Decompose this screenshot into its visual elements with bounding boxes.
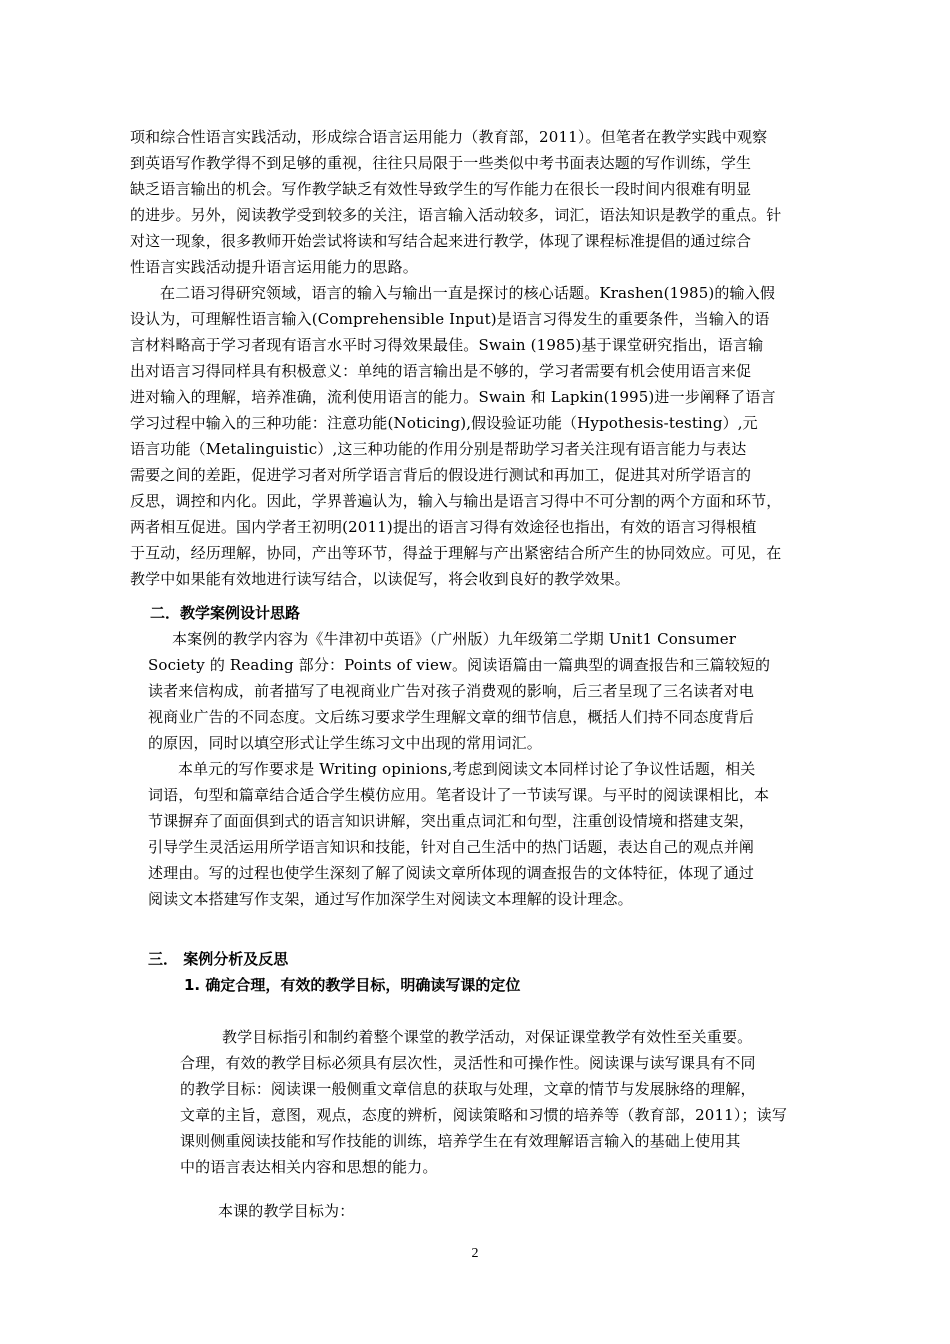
body-text-line: 阅读文本搭建写作支架，通过写作加深学生对阅读文本理解的设计理念。 [148,890,633,908]
body-text-line: 进对输入的理解，培养准确，流利使用语言的能力。Swain 和 Lapkin(1995)进一步阐释了语言 [130,388,776,406]
body-text-line: 语言功能（Metalinguistic）,这三种功能的作用分别是帮助学习者关注现有语言能力与表达 [130,440,747,458]
body-text-line: 合理，有效的教学目标必须具有层次性，灵活性和可操作性。阅读课与读写课具有不同 [180,1054,756,1072]
body-text-line: 出对语言习得同样具有积极意义：单纯的语言输出是不够的，学习者需要有机会使用语言来促 [130,362,752,380]
body-text-line: 视商业广告的不同态度。文后练习要求学生理解文章的细节信息，概括人们持不同态度背后 [148,708,755,726]
body-text-line: 本课的教学目标为： [218,1202,355,1220]
body-text-line: 需要之间的差距，促进学习者对所学语言背后的假设进行测试和再加工，促进其对所学语言的 [130,466,752,484]
body-text-line: 文章的主旨，意图，观点，态度的辨析，阅读策略和习惯的培养等（教育部，2011）；读写 [180,1106,787,1124]
body-text-line: 的原因，同时以填空形式让学生练习文中出现的常用词汇。 [148,734,542,752]
body-text-line: 本单元的写作要求是 Writing opinions,考虑到阅读文本同样讨论了争议性话题，相关 [178,760,756,778]
body-text-line: 缺乏语言输出的机会。写作教学缺乏有效性导致学生的写作能力在很长一段时间内很难有明显 [130,180,752,198]
body-text-line: 本案例的教学内容为《牛津初中英语》（广州版）九年级第二学期 Unit1 Consumer [172,630,737,648]
body-text-line: 项和综合性语言实践活动，形成综合语言运用能力（教育部，2011）。但笔者在教学实践中观察 [130,128,768,146]
body-text-line: 教学中如果能有效地进行读写结合，以读促写，将会收到良好的教学效果。 [130,570,630,588]
body-text-line: 课则侧重阅读技能和写作技能的训练，培养学生在有效理解语言输入的基础上使用其 [180,1132,741,1150]
body-text-line: 言材料略高于学习者现有语言水平时习得效果最佳。Swain (1985)基于课堂研究指出，语言输 [130,336,764,354]
body-text-line: 引导学生灵活运用所学语言知识和技能，针对自己生活中的热门话题，表达自己的观点并阐 [148,838,755,856]
body-text-line: Society 的 Reading 部分：Points of view。阅读语篇由一篇典型的调查报告和三篇较短的 [148,656,771,674]
body-text-line: 中的语言表达相关内容和思想的能力。 [180,1158,438,1176]
body-text-line: 读者来信构成，前者描写了电视商业广告对孩子消费观的影响，后三者呈现了三名读者对电 [148,682,755,700]
body-text-line: 词语，句型和篇章结合适合学生模仿应用。笔者设计了一节读写课。与平时的阅读课相比，本 [148,786,770,804]
body-text-line: 对这一现象，很多教师开始尝试将读和写结合起来进行教学，体现了课程标准提倡的通过综合 [130,232,752,250]
body-text-line: 在二语习得研究领域，语言的输入与输出一直是探讨的核心话题。Krashen(1985)的输入假 [160,284,775,302]
body-text-line: 述理由。写的过程也使学生深刻了解了阅读文章所体现的调查报告的文体特征，体现了通过 [148,864,755,882]
page-number: 2 [471,1246,479,1261]
body-text-line: 到英语写作教学得不到足够的重视，往往只局限于一些类似中考书面表达题的写作训练，学生 [130,154,752,172]
body-text-line: 教学目标指引和制约着整个课堂的教学活动，对保证课堂教学有效性至关重要。 [222,1028,753,1046]
section-heading: 三． 案例分析及反思 [148,950,289,968]
body-text-line: 节课摒弃了面面俱到式的语言知识讲解，突出重点词汇和句型，注重创设情境和搭建支架， [148,812,755,830]
subsection-heading: 1. 确定合理，有效的教学目标，明确读写课的定位 [184,976,521,994]
body-text-line: 学习过程中输入的三种功能：注意功能(Noticing),假设验证功能（Hypothesis-testing）,元 [130,414,758,432]
body-text-line: 两者相互促进。国内学者王初明(2011)提出的语言习得有效途径也指出，有效的语言习得根植 [130,518,757,536]
body-text-line: 于互动，经历理解，协同，产出等环节，得益于理解与产出紧密结合所产生的协同效应。可见，在 [130,544,782,562]
body-text-line: 的进步。另外，阅读教学受到较多的关注，语言输入活动较多，词汇，语法知识是教学的重点。针 [130,206,782,224]
body-text-line: 设认为，可理解性语言输入(Comprehensible Input)是语言习得发生的重要条件，当输入的语 [130,310,770,328]
section-heading: 二．教学案例设计思路 [150,604,301,622]
body-text-line: 性语言实践活动提升语言运用能力的思路。 [130,258,418,276]
body-text-line: 反思，调控和内化。因此，学界普遍认为，输入与输出是语言习得中不可分割的两个方面和环节， [130,492,782,510]
body-text-line: 的教学目标：阅读课一般侧重文章信息的获取与处理，文章的情节与发展脉络的理解， [180,1080,756,1098]
